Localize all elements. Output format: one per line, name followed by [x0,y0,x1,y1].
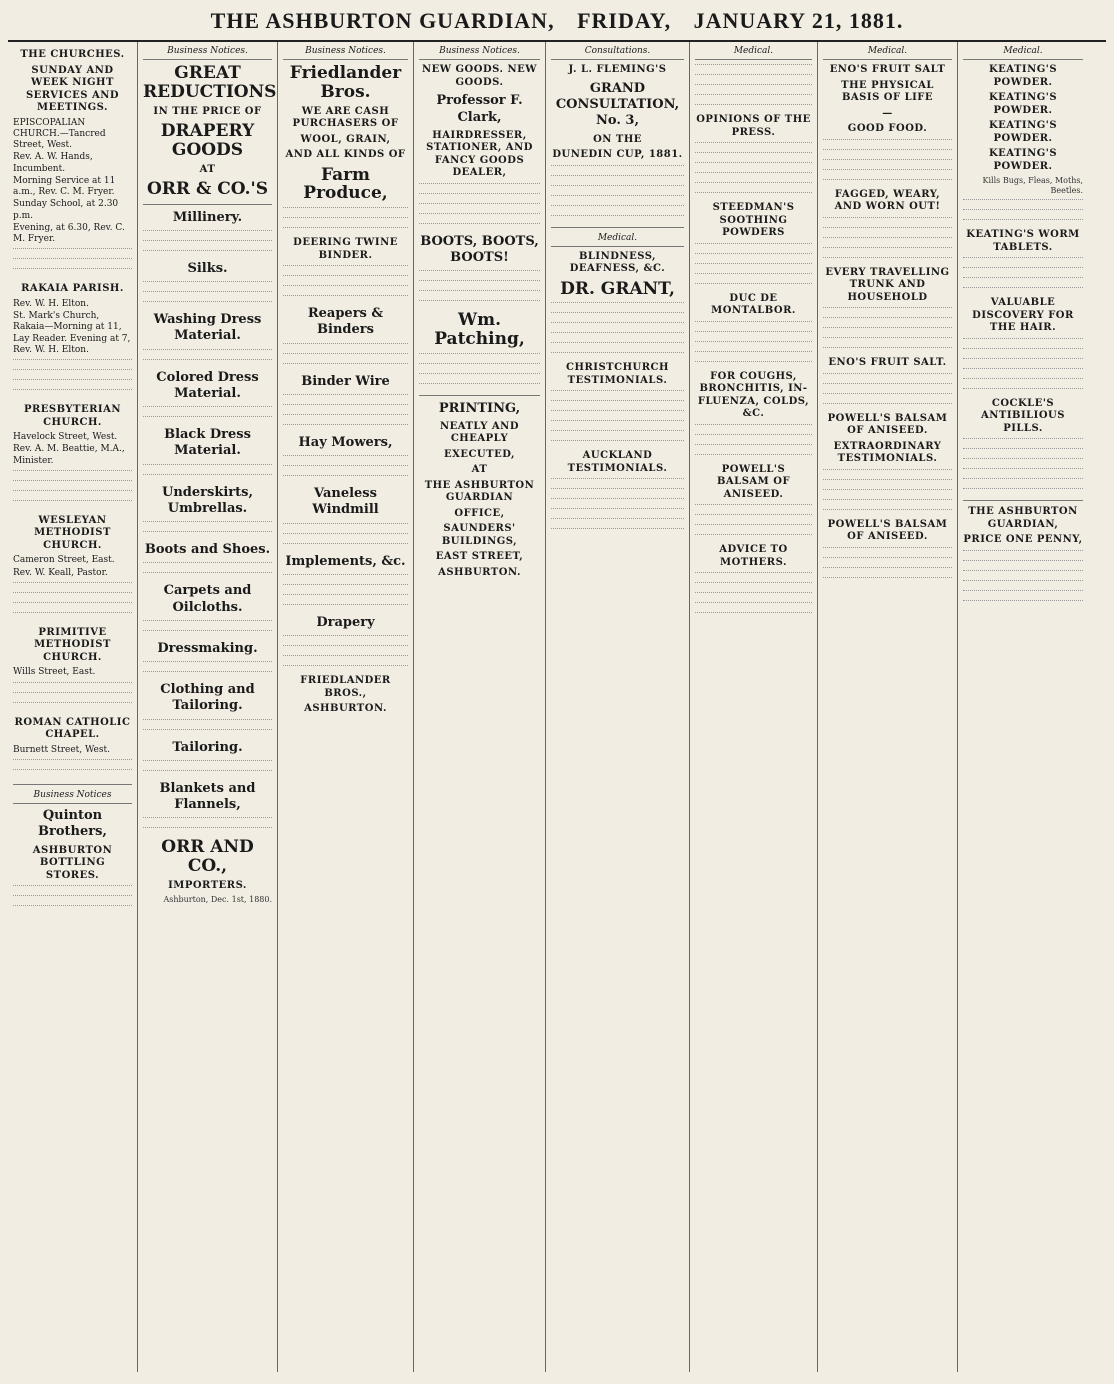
text-line: GOOD FOOD. [847,123,928,135]
text-line: WOOL, GRAIN, [300,133,391,145]
doctor-name: DR. GRANT, [560,278,675,299]
columns [8,42,1106,1372]
guardian-price: PRICE ONE PENNY, [963,534,1083,546]
church-section [13,404,132,507]
weekday: FRIDAY, [577,8,672,33]
column-7 [818,42,958,1372]
farm-produce: Farm Produce, [303,164,388,204]
item-heading: ADVICE TO MOTHERS. [719,544,788,568]
item-heading: EXTRAORDINARY TESTIMONIALS. [833,440,942,465]
church-section [13,283,132,396]
item-heading: Underskirts, Umbrellas. [162,484,253,516]
footer-firm: FRIEDLANDER BROS., [300,675,391,699]
item-heading: BLINDNESS, DEAFNESS, &C. [569,250,666,275]
kills-list: Kills Bugs, Fleas, Moths, Beetles. [982,176,1083,196]
item-heading: Drapery [316,614,375,630]
column-4 [414,42,546,1372]
text-line: Rev. A. W. Hands, Incumbent. [13,152,93,174]
firm-name: Friedlander Bros. [289,63,402,102]
item-heading: CHRISTCHURCH TESTIMONIALS. [566,362,669,386]
item-heading: Implements, &c. [285,553,406,569]
column-3 [278,42,414,1372]
item-heading: POWELL'S BALSAM OF ANISEED. [716,463,791,500]
text-line: Cameron Street, East. [13,555,115,566]
subhead: Business Notices [13,790,132,804]
column-6 [690,42,818,1372]
subhead: Medical. [551,233,684,247]
item-heading: DUC DE MONTALBOR. [711,292,796,317]
printing-line: EXECUTED, [443,448,516,460]
item-heading: EVERY TRAVELLING TRUNK AND HOUSEHOLD [825,266,950,303]
section-title: ROMAN CATHOLIC CHAPEL. [14,716,131,740]
footer-sub: ASHBURTON. [304,703,387,714]
item-heading: Tailoring. [172,739,243,755]
firm-name: ORR & CO.'S [147,179,268,199]
item-heading: Washing Dress Material. [153,312,262,344]
section-title: SUNDAY AND WEEK NIGHT SERVICES AND MEETINGS. [25,64,120,113]
column-head: Business Notices. [283,46,408,60]
text-line: ON THE [593,133,642,145]
text-line: Wills Street, East. [13,667,96,678]
text-line: EPISCOPALIAN CHURCH.—Tancred Street, West. [13,117,106,150]
issue-date: JANUARY 21, 1881. [693,8,904,33]
footer-date: Ashburton, Dec. 1st, 1880. [163,895,272,905]
paper-name: THE ASHBURTON GUARDIAN, [210,8,555,33]
item-heading: BOOTS, BOOTS, BOOTS! [420,233,539,265]
subline: IN THE PRICE OF [153,105,262,117]
item-heading: Black Dress Material. [164,427,251,459]
item-heading: Binder Wire [301,373,390,389]
firm-subtitle: HAIRDRESSER, STATIONER, AND FANCY GOODS DEALER, [426,129,533,179]
printing-line: EAST STREET, [435,551,524,563]
church-section [13,627,132,709]
item-heading: Dressmaking. [157,640,258,656]
text-line: Evening, at 6.30, Rev. C. M. Fryer. [13,222,125,244]
worm-tablets: KEATING'S WORM TABLETS. [966,229,1080,253]
keating-line: KEATING'S POWDER. [988,148,1058,172]
item-heading: Silks. [187,260,228,276]
at-line: AT [199,163,216,175]
text-line: WE ARE CASH PURCHASERS OF [292,105,399,130]
text-line: Rev. W. Keall, Pastor. [13,567,108,578]
column-head: Medical. [695,46,812,60]
item-heading: FAGGED, WEARY, AND WORN OUT! [834,188,941,213]
church-section [13,65,132,276]
item-heading: ENO'S FRUIT SALT. [828,357,947,369]
item-heading: Hay Mowers, [298,434,393,450]
text-line: THE PHYSICAL BASIS OF LIFE [841,79,934,104]
item-heading: Millinery. [172,209,243,225]
section-title: PRESBYTERIAN CHURCH. [23,404,122,428]
top-line: NEW GOODS. NEW GOODS. [422,64,537,88]
text-line: Rev. W. H. Elton. [13,298,89,309]
item-heading: DEERING TWINE BINDER. [293,237,398,261]
printing-line: THE ASHBURTON GUARDIAN [424,479,535,504]
footer-sub: IMPORTERS. [168,879,247,891]
item-heading: POWELL'S BALSAM OF ANISEED. [827,412,948,437]
item-heading: POWELL'S BALSAM OF ANISEED. [827,518,948,543]
text-line: Sunday School, at 2.30 p.m. [13,199,119,221]
headline: GREAT REDUCTIONS [143,63,277,102]
text-line: Havelock Street, West. [13,432,118,442]
section-title: WESLEYAN METHODIST CHURCH. [34,514,111,551]
column-head: Business Notices. [419,46,540,60]
section-title: PRIMITIVE METHODIST CHURCH. [34,626,111,663]
cockles-pills: COCKLE'S ANTIBILIOUS PILLS. [980,397,1065,434]
keating-line: KEATING'S POWDER. [988,92,1058,116]
footer-firm: ORR AND CO., [161,837,254,877]
text-line: St. Mark's Church, Rakaia—Morning at 11, Lay Reader. Evening at 7, Rev. W. H. Elton. [13,311,131,355]
section-title: RAKAIA PARISH. [21,283,124,295]
column-1 [8,42,138,1372]
item-heading: OPINIONS OF THE PRESS. [696,114,811,138]
firm-name: J. L. FLEMING'S [568,64,667,76]
column-5 [546,42,690,1372]
guardian-title: THE ASHBURTON GUARDIAN, [968,506,1078,530]
keating-line: KEATING'S POWDER. [988,64,1058,88]
eno-title: ENO'S FRUIT SALT [829,64,946,76]
item-heading: Reapers & Binders [307,306,384,338]
column-head: Medical. [963,46,1083,60]
item-heading: STEEDMAN'S SOOTHING POWDERS [712,202,795,239]
printing-line: NEATLY AND CHEAPLY [440,420,519,445]
text-line: AND ALL KINDS OF [285,149,406,161]
consultation-title: GRAND CONSULTATION, No. 3, [555,80,680,129]
church-section [13,717,132,776]
text-line: — [882,107,893,119]
keating-line: KEATING'S POWDER. [988,120,1058,144]
printing-line: SAUNDERS' BUILDINGS, [441,523,518,547]
printing-line: AT [471,464,488,476]
item-heading: Wm. Patching, [434,310,525,349]
church-section [13,515,132,619]
text-line: Rev. A. M. Beattie, M.A., Minister. [13,444,125,466]
item-heading: Clothing and Tailoring. [160,682,255,714]
column-head: Business Notices. [143,46,272,60]
ad-subtitle: ASHBURTON BOTTLING STORES. [32,844,113,881]
item-heading: Blankets and Flannels, [159,780,256,813]
ad-title: Quinton Brothers, [38,808,107,840]
text-line: Burnett Street, West. [13,744,110,755]
item-heading: Vaneless Windmill [312,486,379,518]
drapery-heading: DRAPERY GOODS [160,121,255,160]
item-heading: Colored Dress Material. [156,369,259,401]
column-2 [138,42,278,1372]
hair-discovery: VALUABLE DISCOVERY FOR THE HAIR. [972,297,1074,334]
column-8 [958,42,1088,1372]
column-head: Medical. [823,46,952,60]
firm-name: Professor F. Clark, [436,93,523,125]
column-head: THE CHURCHES. [20,49,125,60]
item-heading: FOR COUGHS, BRONCHITIS, IN-FLUENZA, COLDS, &C. [697,370,810,420]
column-head: Consultations. [551,46,684,60]
item-heading: Boots and Shoes. [144,542,271,558]
item-heading: AUCKLAND TESTIMONIALS. [567,450,668,474]
printing-line: ASHBURTON. [438,566,521,578]
item-heading: Carpets and Oilcloths. [163,583,252,615]
text-line: DUNEDIN CUP, 1881. [552,149,683,160]
text-line: Morning Service at 11 a.m., Rev. C. M. Fryer. [13,175,116,197]
printing-line: OFFICE, [454,507,505,519]
masthead [8,6,1106,42]
printing-title: PRINTING, [438,400,521,416]
